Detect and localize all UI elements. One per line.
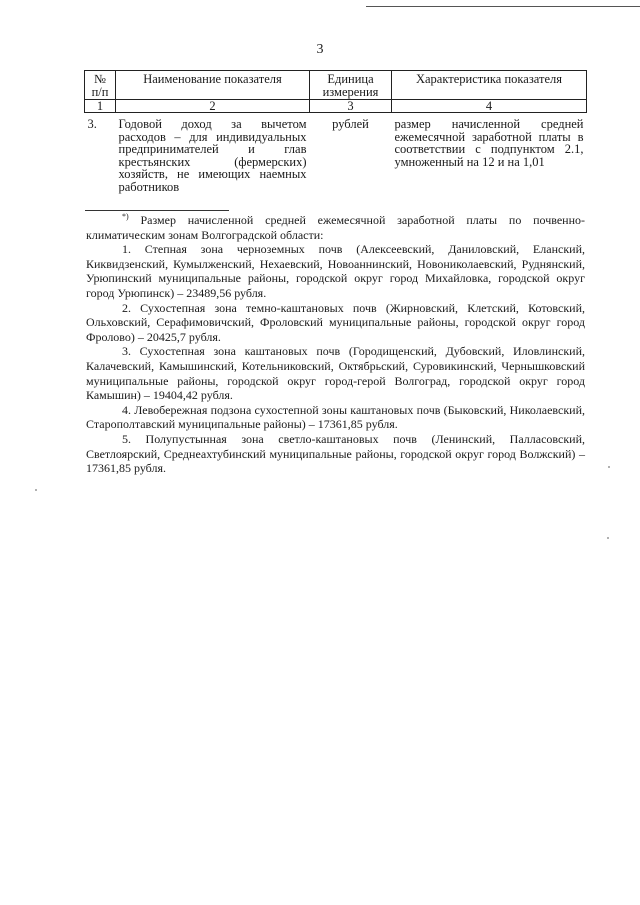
row-num: 3.	[87, 117, 97, 131]
header-characteristic: Характеристика показателя	[392, 71, 587, 100]
header-name: Наименование показателя	[116, 71, 310, 100]
col-number-1: 1	[85, 100, 116, 113]
col-number-3: 3	[310, 100, 392, 113]
row-characteristic: размер начисленной средней ежемесячной заработной платы в соответствии с подпунктом 2.1, умноженный на 12 и на 1,01	[394, 117, 584, 169]
footnote-item-1: 1. Степная зона черноземных почв (Алексеевский, Даниловский, Еланский, Киквидзенский, Кумылженский, Нехаевский, Новоаннинский, Новониколаевский, Руднянский, Урюпинский муниципальные районы, городской округ город Михайловка, городской округ город Урюпинск) – 23489,56 рубля.	[86, 242, 585, 300]
row-unit: рублей	[332, 117, 369, 131]
footnote-item-5: 5. Полупустынная зона светло-каштановых почв (Ленинский, Палласовский, Светлоярский, Среднеахтубинский муниципальные районы, городской округ город Волжский) – 17361,85 рубля.	[86, 431, 585, 476]
page-number: 3	[316, 42, 324, 57]
footnote-item-3: 3. Сухостепная зона каштановых почв (Городищенский, Дубовский, Иловлинский, Калачевский, Камышинский, Котельниковский, Октябрьский, Суровикинский, Чернышковский муниципальные районы, городской округ город-герой Волгоград, городской округ город Камышин) – 19404,42 рубля.	[86, 344, 585, 403]
top-border-line	[366, 6, 640, 7]
col-number-4: 4	[392, 100, 587, 113]
table-header-row	[85, 71, 587, 100]
footnote-intro	[86, 213, 585, 242]
header-unit: Единица измерения	[310, 71, 392, 100]
scan-speck	[607, 537, 609, 539]
indicator-table	[84, 70, 587, 193]
scan-speck	[35, 489, 37, 491]
footnote-block	[86, 213, 585, 476]
footnote-separator	[85, 210, 229, 211]
col-number-2: 2	[116, 100, 310, 113]
header-num: № п/п	[85, 71, 116, 100]
scan-speck	[608, 466, 610, 468]
footnote-intro-text: Размер начисленной средней ежемесячной заработной платы по почвенно-климатическим зонам Волгоградской области:	[86, 213, 586, 242]
column-number-row	[85, 100, 587, 113]
footnote-marker: *)	[122, 212, 129, 221]
table-row	[85, 113, 587, 194]
row-name: Годовой доход за вычетом расходов – для индивидуальных предпринимателей и глав крестьянских (фермерских) хозяйств, не имеющих наемных работников	[118, 117, 307, 194]
footnote-item-2: 2. Сухостепная зона темно-каштановых почв (Жирновский, Клетский, Котовский, Ольховский, Серафимовичский, Фроловский муниципальные районы, городской округ город Фролово) – 20425,7 рубля.	[86, 300, 585, 344]
footnote-item-4: 4. Левобережная подзона сухостепной зоны каштановых почв (Быковский, Николаевский, Старополтавский муниципальные районы) – 17361,85 рубля.	[86, 402, 585, 432]
